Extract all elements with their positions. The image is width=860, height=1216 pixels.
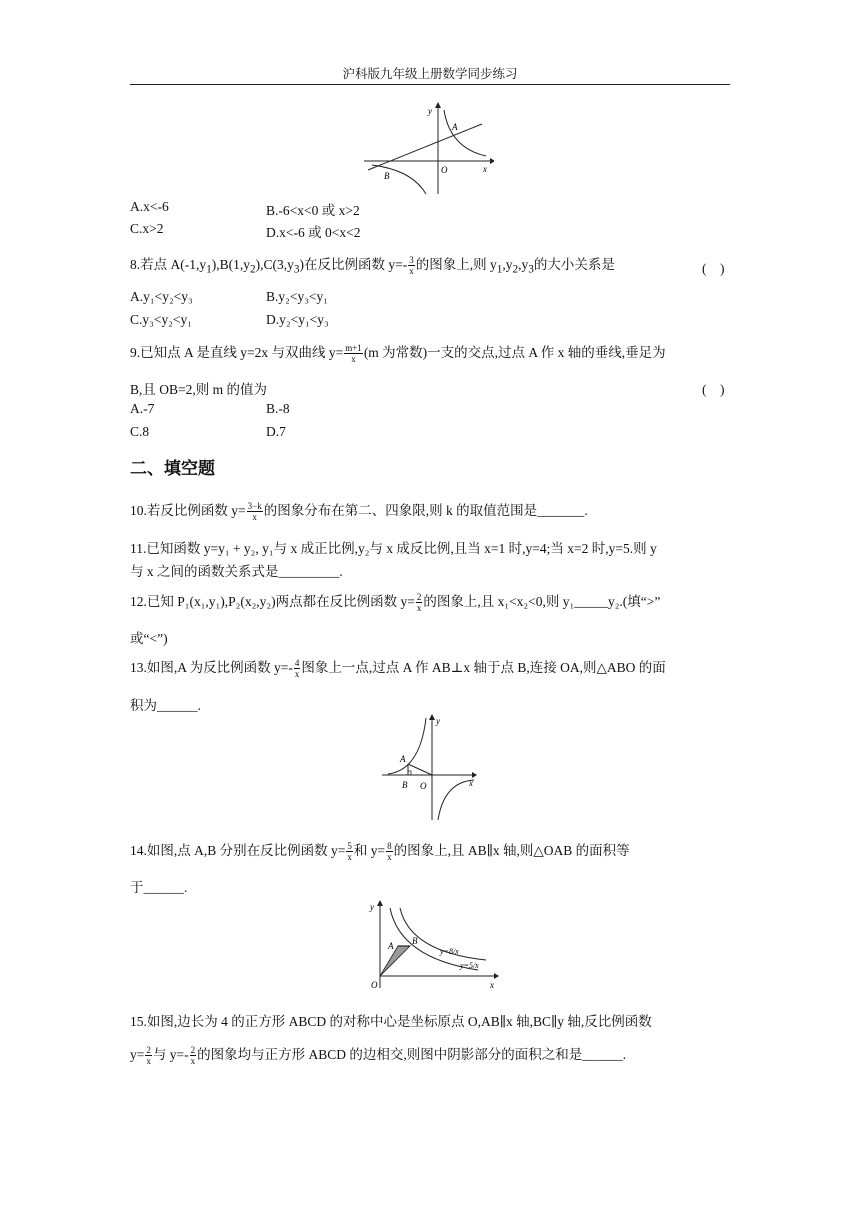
q7-graph [362,100,494,196]
q14-label-b: B [412,936,418,946]
q9-option-b: B.-8 [266,401,290,416]
q14-label-a: A [388,941,394,951]
q7-label-x: x [483,164,487,174]
q7-label-y: y [428,106,432,116]
q9-answer-paren: ( ) [702,382,725,397]
q13-graph [380,712,480,822]
q15-stem-line2: y= $\frac{2}{x}$ 与 y=- $\frac{2}{x}$ 的图象均与正方形 ABCD 的边相交,则图中阴影部分的面积之和是______. [130,1045,627,1067]
q8-answer-paren: ( ) [702,261,725,276]
q15-stem: 15.如图,边长为 4 的正方形 ABCD 的对称中心是坐标原点 O,AB∥x 轴,BC∥y 轴,反比例函数 [130,1014,652,1029]
q14-stem: 14.如图,点 A,B 分别在反比例函数 y= $\frac{5}{x}$ 和 y= $\frac{8}{x}$ 的图象上,且 AB∥x 轴,则△OAB 的面积等 [130,841,630,863]
header-rule [130,84,730,85]
q12-fraction: $\frac{2}{x}$ [416,592,422,614]
q14-curve-label-5: y=5/x [460,961,479,970]
q11-stem: 11.已知函数 y=y₁ + y₂, y₁与 x 成正比例,y₂与 x 成反比例,且当 x=1 时,y=4;当 x=2 时,y=5.则 y [130,541,657,556]
q15-fraction-2: $\frac{2}{x}$ [190,1045,196,1067]
q8-option-d: D.y₂<y₁<y₃ [266,312,329,327]
q8-option-a: A.y₁<y₂<y₃ [130,289,193,304]
q13-stem: 13.如图,A 为反比例函数 y=- $\frac{4}{x}$ 图象上一点,过点 A 作 AB⊥x 轴于点 B,连接 OA,则△ABO 的面 [130,658,666,680]
q7-label-b: B [384,171,390,181]
q7-option-c: C.x>2 [130,221,164,236]
q13-stem-line2: 积为______. [130,698,201,713]
q10-stem: 10.若反比例函数 y= $\frac{3-k}{x}$ 的图象分布在第二、四象限,则 k 的取值范围是_______. [130,501,588,523]
q7-option-a: A.x<-6 [130,199,169,214]
q14-fraction-2: $\frac{8}{x}$ [387,841,392,863]
q14-curve-label-8: y=8/x [440,947,459,956]
q13-label-b: B [402,780,408,790]
q13-label-y: y [436,716,440,726]
q8-option-c: C.y₃<y₂<y₁ [130,312,192,327]
q7-option-d: D.x<-6 或 0<x<2 [266,225,361,240]
q9-stem-line2: B,且 OB=2,则 m 的值为 [130,382,267,397]
q10-fraction: $\frac{3-k}{x}$ [247,501,262,523]
q14-label-y: y [370,902,374,912]
q14-label-o: O [371,980,378,990]
q8-fraction: $\frac{3}{x}$ [409,255,414,277]
q8-stem: 8.若点 $A(-1,y_1),B(1,y_2),C(3,y_3)$在反比例函数 y=- $\frac{3}{x}$ 的图象上,则 $y_1,y_2,y_3$的大小关系是 [130,255,615,277]
q14-graph [366,898,502,992]
q8-option-b: B.y₂<y₃<y₁ [266,289,328,304]
q13-label-x: x [469,778,473,788]
q7-option-b: B.-6<x<0 或 x>2 [266,203,360,218]
q15-fraction-1: $\frac{2}{x}$ [146,1045,151,1067]
q13-fraction: $\frac{4}{x}$ [294,658,300,680]
q9-option-d: D.7 [266,424,286,439]
q13-label-a: A [400,754,406,764]
page-header: 沪科版九年级上册数学同步练习 [342,67,518,81]
q9-option-a: A.-7 [130,401,155,416]
q9-stem: 9.已知点 A 是直线 y=2x 与双曲线 y= $\frac{m+1}{x}$ (m 为常数)一支的交点,过点 A 作 x 轴的垂线,垂足为 [130,343,666,365]
q11-stem-line2: 与 x 之间的函数关系式是_________. [130,564,343,579]
q9-fraction: $\frac{m+1}{x}$ [345,343,362,365]
q14-stem-line2: 于______. [130,880,188,895]
q12-stem-line2: 或“<”) [130,631,168,646]
q7-label-o: O [441,165,448,175]
q7-label-a: A [452,122,458,132]
section-title: 二、填空题 [130,459,215,479]
q12-stem: 12.已知 P₁(x₁,y₁),P₂(x₂,y₂)两点都在反比例函数 y= $\frac{2}{x}$ 的图象上,且 x₁<x₂<0,则 y₁_____y₂.(填“>” [130,592,661,614]
q14-label-x: x [490,980,494,990]
q14-fraction-1: $\frac{5}{x}$ [347,841,352,863]
q9-option-c: C.8 [130,424,150,439]
q13-label-o: O [420,781,427,791]
